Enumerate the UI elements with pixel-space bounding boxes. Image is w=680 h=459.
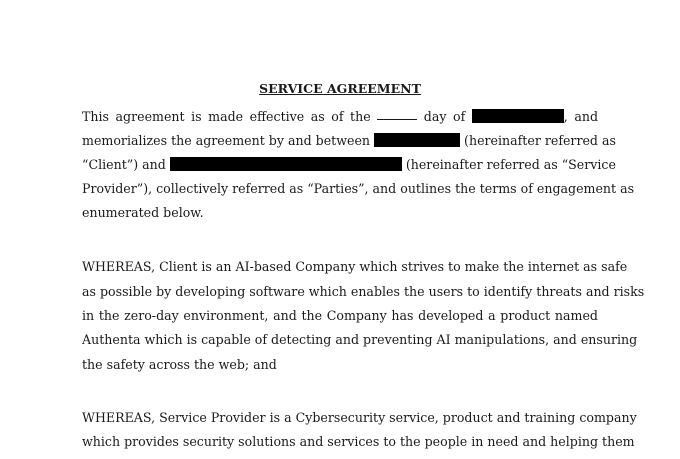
text-segment: This agreement is made effective as of the — [82, 109, 371, 124]
document-title: SERVICE AGREEMENT — [259, 81, 421, 96]
paragraph-1-line-3 — [82, 153, 616, 177]
paragraph-2-line-4: Authenta which is capable of detecting and preventing AI manipulations, and ensuring — [82, 332, 638, 347]
date-blank-line — [377, 108, 417, 120]
paragraph-1-line-4: Provider”), collectively referred as “Parties”, and outlines the terms of engagement as — [82, 181, 635, 196]
paragraph-1-line-5: enumerated below. — [82, 205, 204, 220]
text-segment: , and — [563, 109, 598, 124]
paragraph-3-line-1: WHEREAS, Service Provider is a Cybersecurity service, product and training company — [82, 410, 637, 425]
paragraph-2-line-1: WHEREAS, Client is an AI-based Company which strives to make the internet as safe — [82, 259, 628, 274]
paragraph-2-line-3: in the zero-day environment, and the Company has developed a product named — [82, 308, 598, 323]
text-segment: (hereinafter referred as “Service — [405, 157, 616, 172]
paragraph-2-line-2: as possible by developing software which enables the users to identify threats and risks — [82, 284, 645, 299]
redaction-box — [374, 133, 460, 147]
text-segment: “Client”) and — [82, 157, 166, 172]
paragraph-3-line-2: which provides security solutions and services to the people in need and helping them — [82, 434, 635, 449]
paragraph-2-line-5: the safety across the web; and — [82, 357, 277, 372]
paragraph-1-line-2 — [82, 129, 616, 153]
text-segment: (hereinafter referred as — [464, 133, 616, 148]
text-segment: memorializes the agreement by and between — [82, 133, 371, 148]
redaction-box — [472, 109, 564, 123]
text-segment: day of — [423, 109, 466, 124]
redaction-box — [170, 157, 402, 171]
paragraph-1-line-1 — [82, 105, 598, 129]
